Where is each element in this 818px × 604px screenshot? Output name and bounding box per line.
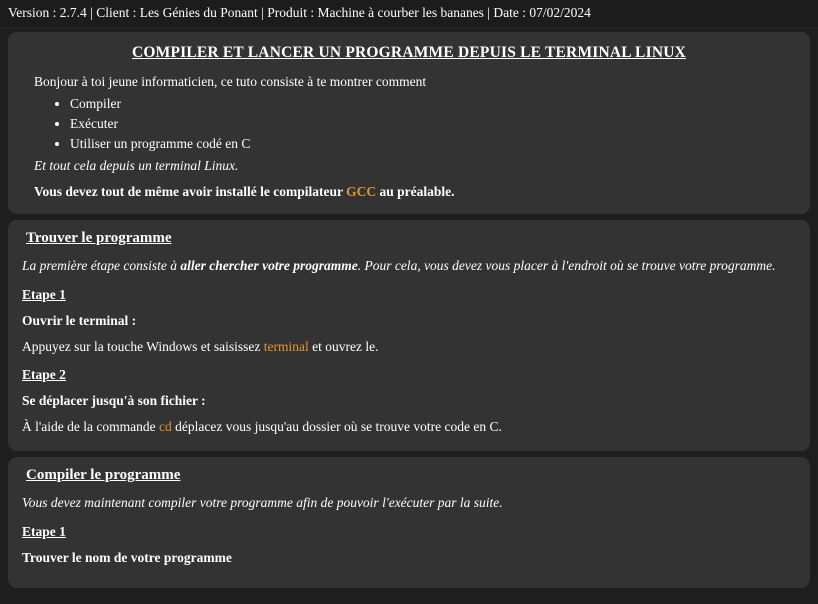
step-label-compile-1: Etape 1 bbox=[22, 524, 66, 540]
intro-card bbox=[8, 32, 810, 214]
section-compile-program bbox=[8, 457, 810, 588]
document-body bbox=[0, 32, 818, 588]
requirement-keyword: GCC bbox=[346, 184, 377, 199]
step-find-2-after: déplacez vous jusqu'au dossier où se trouve votre code en C. bbox=[171, 419, 502, 435]
section-find-intro-emphasis: aller chercher votre programme bbox=[180, 258, 358, 273]
section-find-intro bbox=[22, 257, 796, 275]
requirement-text-before: Vous devez tout de même avoir installé le compilateur bbox=[34, 184, 347, 199]
intro-requirement-note bbox=[34, 184, 796, 200]
step-find-1-after: et ouvrez le. bbox=[308, 339, 379, 355]
step-find-1-code: terminal bbox=[263, 339, 309, 355]
step-subtitle-find-1: Ouvrir le terminal : bbox=[22, 313, 137, 329]
intro-italic-note: Et tout cela depuis un terminal Linux. bbox=[34, 158, 239, 173]
page-title: COMPILER ET LANCER UN PROGRAMME DEPUIS LE TERMINAL LINUX bbox=[131, 44, 687, 61]
list-item: • Compiler bbox=[70, 96, 796, 112]
step-find-2-code: cd bbox=[159, 419, 172, 435]
step-label-find-2: Etape 2 bbox=[22, 367, 66, 383]
section-title-compile: Compiler le programme bbox=[26, 467, 181, 484]
intro-lead-text: Bonjour à toi jeune informaticien, ce tuto consiste à te montrer comment bbox=[34, 74, 427, 89]
list-item: • Exécuter bbox=[70, 116, 796, 132]
step-subtitle-find-2: Se déplacer jusqu'à son fichier : bbox=[22, 393, 206, 409]
step-label-find-1: Etape 1 bbox=[22, 287, 66, 303]
section-find-program bbox=[8, 220, 810, 451]
step-find-2-before: À l'aide de la commande bbox=[22, 419, 160, 435]
header-meta-text: Version : 2.7.4 | Client : Les Génies du Ponant | Produit : Machine à courber les bananes | Date : 07/02/2024 bbox=[8, 5, 591, 20]
list-item: • Utiliser un programme codé en C bbox=[70, 136, 796, 152]
section-find-intro-part1: La première étape consiste à bbox=[22, 258, 181, 273]
document-header-bar bbox=[0, 0, 818, 28]
requirement-text-after: au préalable. bbox=[376, 184, 455, 199]
step-subtitle-compile-1: Trouver le nom de votre programme bbox=[22, 550, 232, 566]
section-title-find: Trouver le programme bbox=[26, 230, 172, 246]
section-find-intro-part2: . Pour cela, vous devez vous placer à l'endroit où se trouve votre programme. bbox=[357, 258, 776, 273]
step-text-find-2 bbox=[22, 419, 796, 435]
step-text-find-1 bbox=[22, 339, 796, 355]
intro-bullet-list bbox=[22, 96, 796, 152]
step-find-1-before: Appuyez sur la touche Windows et saisissez bbox=[22, 339, 264, 355]
section-compile-intro: Vous devez maintenant compiler votre programme afin de pouvoir l'exécuter par la suite. bbox=[22, 495, 503, 511]
